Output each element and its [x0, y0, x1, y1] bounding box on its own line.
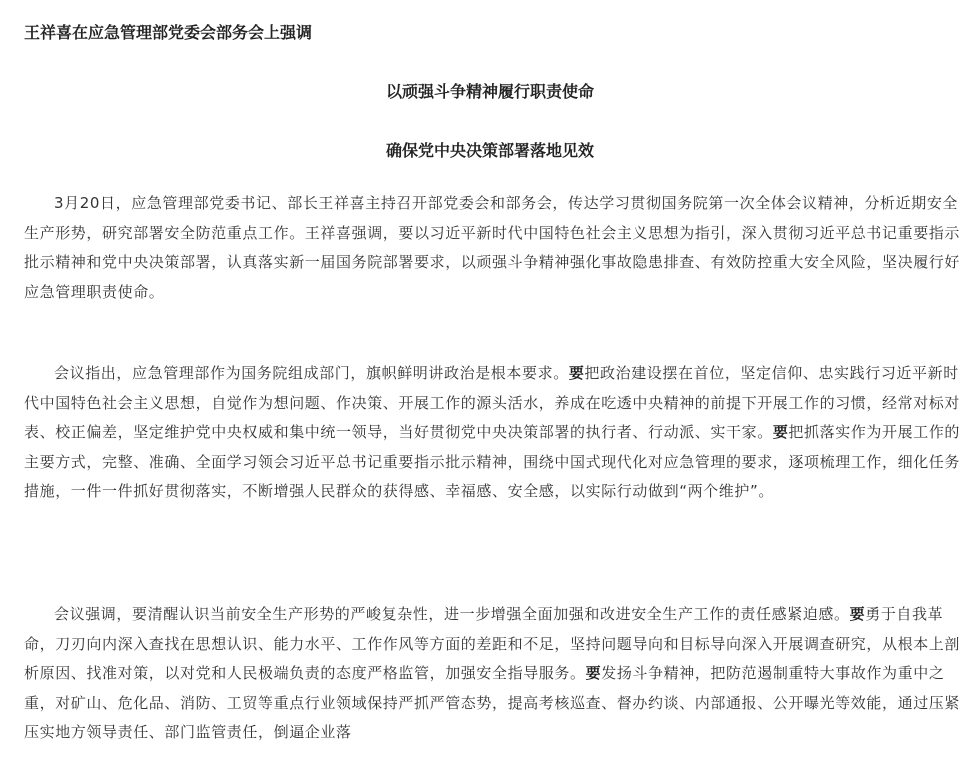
paragraph-3-text-a: 会议强调，要清醒认识当前安全生产形势的严峻复杂性，进一步增强全面加强和改进安全生产工作的责任感紧迫感。	[54, 605, 850, 623]
paragraph-2-text-e: 把抓落实作为开展工作的主要方式，完整、准确、全面学习领会习近平总书记重要指示批示精神，围绕中国式现代化对应急管理的要求，逐项梳理工作，细化任务措施，一件一件抓好贯彻落实，不断增强人民群众的获得感、幸福感、安全感，以实际行动做到“两个维护”。	[24, 423, 961, 500]
paragraph-2-text-c: 把政治建设摆在首位，坚定信仰、忠实践行习近平新时代中国特色社会主义思想，自觉作为想问题、作决策、开展工作的源头活水，养成在吃透中央精神的前提下开展工作的习惯，经常对标对表、校正偏差，坚定维护党中央权威和集中统一领导，当好贯彻党中央决策部署的执行者、行动派、实干家。	[24, 364, 961, 441]
paragraph-1-text: 3月20日，应急管理部党委书记、部长王祥喜主持召开部党委会和部务会，传达学习贯彻国务院第一次全体会议精神，分析近期安全生产形势，研究部署安全防范重点工作。王祥喜强调，要以习近平新时代中国特色社会主义思想为指引，深入贯彻习近平总书记重要指示批示精神和党中央决策部署，认真落实新一届国务院部署要求，以顽强斗争精神强化事故隐患排查、有效防控重大安全风险，坚决履行好应急管理职责使命。	[24, 194, 961, 301]
paragraph-3	[24, 600, 964, 748]
paragraph-3-text-e: 发扬斗争精神，把防范遏制重特大事故作为重中之重，对矿山、危化品、消防、工贸等重点行业领域保持严抓严管态势，提高考核巡查、督办约谈、内部通报、公开曝光等效能，通过压紧压实地方领导责任、部门监管责任，倒逼企业落	[24, 664, 961, 741]
paragraph-3-emphasis-2: 要	[585, 664, 602, 682]
paragraph-3-emphasis-1: 要	[849, 605, 866, 623]
paragraph-2-text-a: 会议指出，应急管理部作为国务院组成部门，旗帜鲜明讲政治是根本要求。	[54, 364, 569, 382]
article-headline: 王祥喜在应急管理部党委会部务会上强调	[24, 23, 313, 42]
article-subtitle-1: 以顽强斗争精神履行职责使命	[385, 82, 594, 101]
paragraph-2-emphasis-1: 要	[568, 364, 585, 382]
paragraph-2-emphasis-2: 要	[772, 423, 789, 441]
paragraph-1	[24, 189, 964, 307]
article-subtitle-2: 确保党中央决策部署落地见效	[385, 141, 594, 160]
paragraph-2	[24, 359, 964, 507]
paragraph-3-text-c: 勇于自我革命，刀刃向内深入查找在思想认识、能力水平、工作作风等方面的差距和不足，坚持问题导向和目标导向深入开展调查研究，从根本上剖析原因、找准对策，以对党和人民极端负责的态度严格监管，加强安全指导服务。	[24, 605, 961, 682]
